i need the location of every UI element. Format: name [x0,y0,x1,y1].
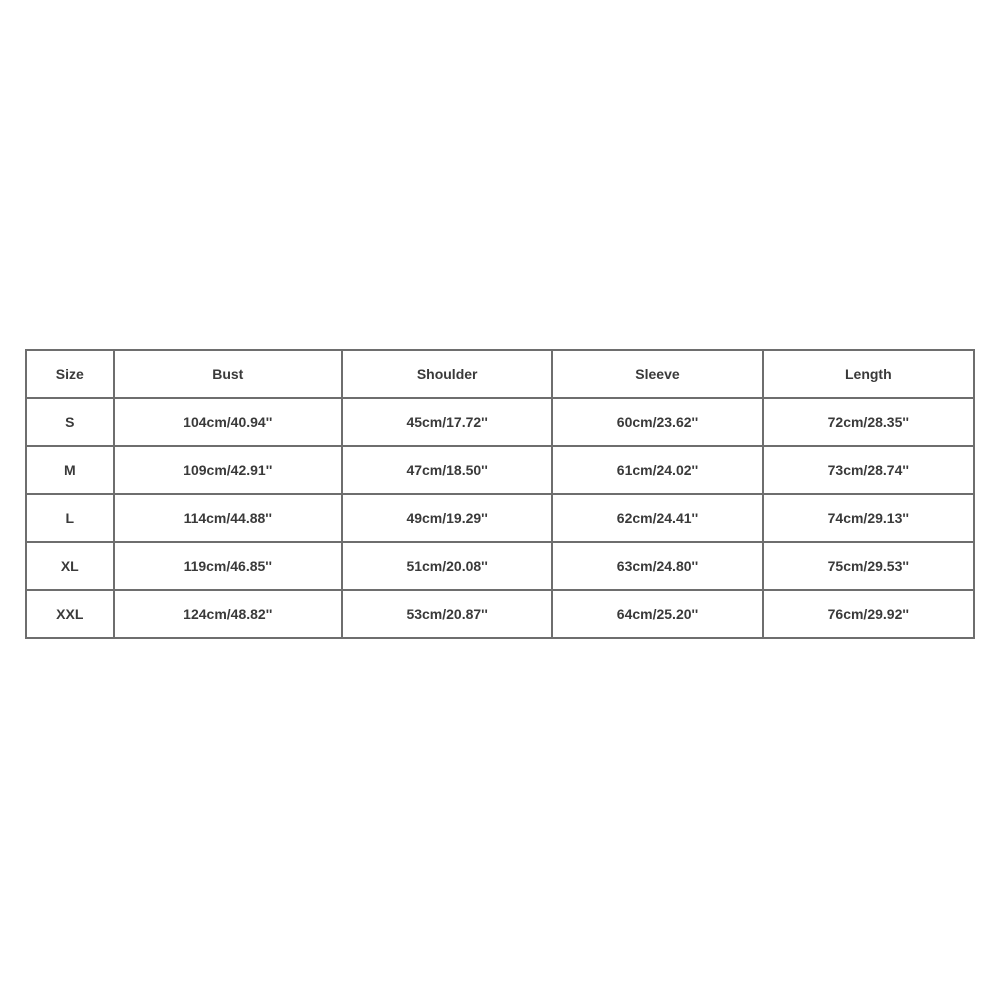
header-shoulder: Shoulder [342,350,552,398]
length-cell: 72cm/28.35'' [763,398,974,446]
length-cell: 76cm/29.92'' [763,590,974,638]
bust-cell: 124cm/48.82'' [114,590,342,638]
size-cell: M [26,446,114,494]
bust-cell: 114cm/44.88'' [114,494,342,542]
bust-cell: 109cm/42.91'' [114,446,342,494]
sleeve-cell: 62cm/24.41'' [552,494,762,542]
length-cell: 73cm/28.74'' [763,446,974,494]
header-sleeve: Sleeve [552,350,762,398]
sleeve-cell: 63cm/24.80'' [552,542,762,590]
shoulder-cell: 45cm/17.72'' [342,398,552,446]
header-row [26,350,974,398]
table-row [26,590,974,638]
shoulder-cell: 47cm/18.50'' [342,446,552,494]
size-cell: L [26,494,114,542]
table-row [26,542,974,590]
shoulder-cell: 53cm/20.87'' [342,590,552,638]
size-cell: S [26,398,114,446]
header-length: Length [763,350,974,398]
sleeve-cell: 61cm/24.02'' [552,446,762,494]
shoulder-cell: 49cm/19.29'' [342,494,552,542]
bust-cell: 104cm/40.94'' [114,398,342,446]
table-row [26,446,974,494]
size-cell: XXL [26,590,114,638]
sleeve-cell: 60cm/23.62'' [552,398,762,446]
size-cell: XL [26,542,114,590]
size-chart-table [25,349,975,639]
length-cell: 75cm/29.53'' [763,542,974,590]
length-cell: 74cm/29.13'' [763,494,974,542]
sleeve-cell: 64cm/25.20'' [552,590,762,638]
table-row [26,494,974,542]
header-size: Size [26,350,114,398]
table-row [26,398,974,446]
bust-cell: 119cm/46.85'' [114,542,342,590]
shoulder-cell: 51cm/20.08'' [342,542,552,590]
header-bust: Bust [114,350,342,398]
